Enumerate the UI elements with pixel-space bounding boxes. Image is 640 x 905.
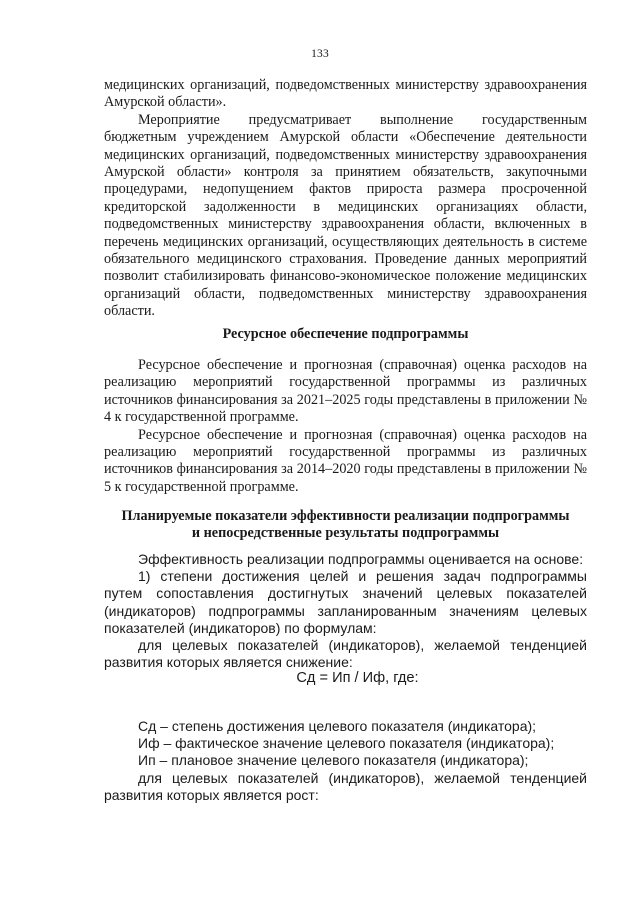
- continuation-paragraph: медицинских организаций, подведомственных министерству здравоохранения Амурской области».: [104, 77, 587, 111]
- indicators-heading-line-1: Планируемые показатели эффективности реализации подпрограммы: [121, 508, 570, 524]
- indicators-heading-block: [104, 508, 587, 543]
- resource-paragraph-2: Ресурсное обеспечение и прогнозная (справочная) оценка расходов на реализацию мероприятий государственной программы из различных источников финансирования за 2014–2020 годы представлены в приложении № 5 к государственной программе.: [104, 426, 587, 495]
- resource-section: [104, 357, 587, 496]
- formula-block: [104, 669, 587, 687]
- resource-heading-block: [104, 326, 587, 343]
- definition-if: Иф – фактическое значение целевого показателя (индикатора);: [138, 735, 555, 752]
- resource-paragraph-1: Ресурсное обеспечение и прогнозная (справочная) оценка расходов на реализацию мероприятий государственной программы из различных источников финансирования за 2021–2025 годы представлены в приложении № 4 к государственной программе.: [104, 357, 587, 426]
- resource-heading: Ресурсное обеспечение подпрограммы: [222, 326, 469, 342]
- page-number: 133: [311, 48, 329, 60]
- definitions-block: [104, 718, 587, 804]
- indicators-body: [104, 551, 587, 671]
- intro-section: [104, 77, 587, 321]
- definition-ip: Ип – плановое значение целевого показателя (индикатора);: [138, 752, 529, 769]
- increase-case-paragraph: для целевых показателей (индикаторов), желаемой тенденцией развития которых является рост:: [104, 769, 587, 803]
- formula: Сд = Ип / Иф, где:: [296, 670, 419, 686]
- definition-sd: Сд – степень достижения целевого показателя (индикатора);: [138, 718, 537, 734]
- decrease-case-paragraph: для целевых показателей (индикаторов), желаемой тенденцией развития которых является снижение:: [104, 637, 587, 671]
- measure-paragraph: Мероприятие предусматривает выполнение государственным бюджетным учреждением Амурской области «Обеспечение деятельности медицинских организаций, подведомственных министерству здравоохранения Амурской области» контроля за принятием обязательств, закупочными процедурами, недопущением фактов прироста размера просроченной кредиторской задолженности в медицинских организациях области, подведомственных министерству здравоохранения области, включенных в перечень медицинских организаций, осуществляющих деятельность в системе обязательного медицинского страхования. Проведение данных мероприятий позволит стабилизировать финансово-экономическое положение медицинских организаций области, подведомственных министерству здравоохранения области.: [104, 111, 587, 320]
- indicators-intro: Эффективность реализации подпрограммы оценивается на основе:: [138, 551, 584, 567]
- indicators-heading-line-2: и непосредственные результаты подпрограммы: [191, 525, 500, 542]
- indicators-item-1: 1) степени достижения целей и решения задач подпрограммы путем сопоставления достигнутых значений целевых показателей (индикаторов) подпрограммы запланированным значениям целевых показателей (индикаторов) по формулам:: [104, 568, 587, 636]
